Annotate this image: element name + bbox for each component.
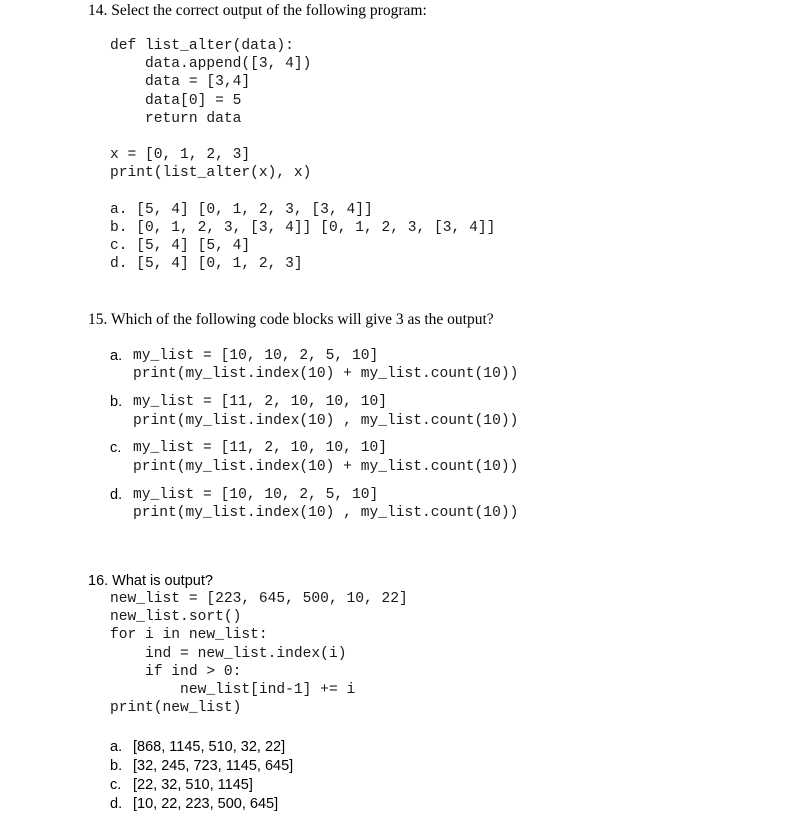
code-line: my_list = [10, 10, 2, 5, 10] [133,487,379,503]
option-letter: b. [110,758,123,774]
code-line: print(new_list) [110,700,242,716]
code-line: print(list_alter(x), x) [110,165,312,181]
code-line: data.append([3, 4]) [110,56,312,72]
answer-option-c[interactable]: c. [5, 4] [5, 4] [110,238,251,254]
option-letter: a. [110,739,123,755]
code-line: data[0] = 5 [110,93,242,109]
code-line: my_list = [11, 2, 10, 10, 10] [133,440,387,456]
code-line: new_list.sort() [110,609,242,625]
code-line: print(my_list.index(10) + my_list.count(10)) [133,366,519,382]
code-line: for i in new_list: [110,627,268,643]
code-line: new_list = [223, 645, 500, 10, 22] [110,591,408,607]
option-letter: a. [110,348,123,364]
question-16-heading: 16. What is output? [88,573,213,589]
code-line: print(my_list.index(10) , my_list.count(10)) [133,505,519,521]
answer-option-a[interactable]: a. [5, 4] [0, 1, 2, 3, [3, 4]] [110,202,373,218]
code-line: my_list = [10, 10, 2, 5, 10] [133,348,379,364]
code-line: my_list = [11, 2, 10, 10, 10] [133,394,387,410]
code-line: if ind > 0: [110,664,242,680]
option-text: [22, 32, 510, 1145] [133,777,253,793]
option-letter: d. [110,796,123,812]
option-text: [32, 245, 723, 1145, 645] [133,758,294,774]
option-letter: b. [110,394,123,410]
code-line: def list_alter(data): [110,38,294,54]
option-letter: c. [110,440,122,456]
code-line: ind = new_list.index(i) [110,646,347,662]
answer-option-d[interactable]: d. [5, 4] [0, 1, 2, 3] [110,256,303,272]
code-line: print(my_list.index(10) , my_list.count(10)) [133,413,519,429]
code-line: print(my_list.index(10) + my_list.count(10)) [133,459,519,475]
option-text: [10, 22, 223, 500, 645] [133,796,279,812]
option-text: [868, 1145, 510, 32, 22] [133,739,286,755]
code-line: new_list[ind-1] += i [110,682,356,698]
option-letter: c. [110,777,122,793]
code-line: x = [0, 1, 2, 3] [110,147,251,163]
option-letter: d. [110,487,123,503]
code-line: data = [3,4] [110,74,251,90]
question-14-heading: 14. Select the correct output of the following program: [88,2,427,19]
answer-option-b[interactable]: b. [0, 1, 2, 3, [3, 4]] [0, 1, 2, 3, [3, 4]] [110,220,496,236]
question-15-heading: 15. Which of the following code blocks will give 3 as the output? [88,311,494,328]
code-line: return data [110,111,242,127]
